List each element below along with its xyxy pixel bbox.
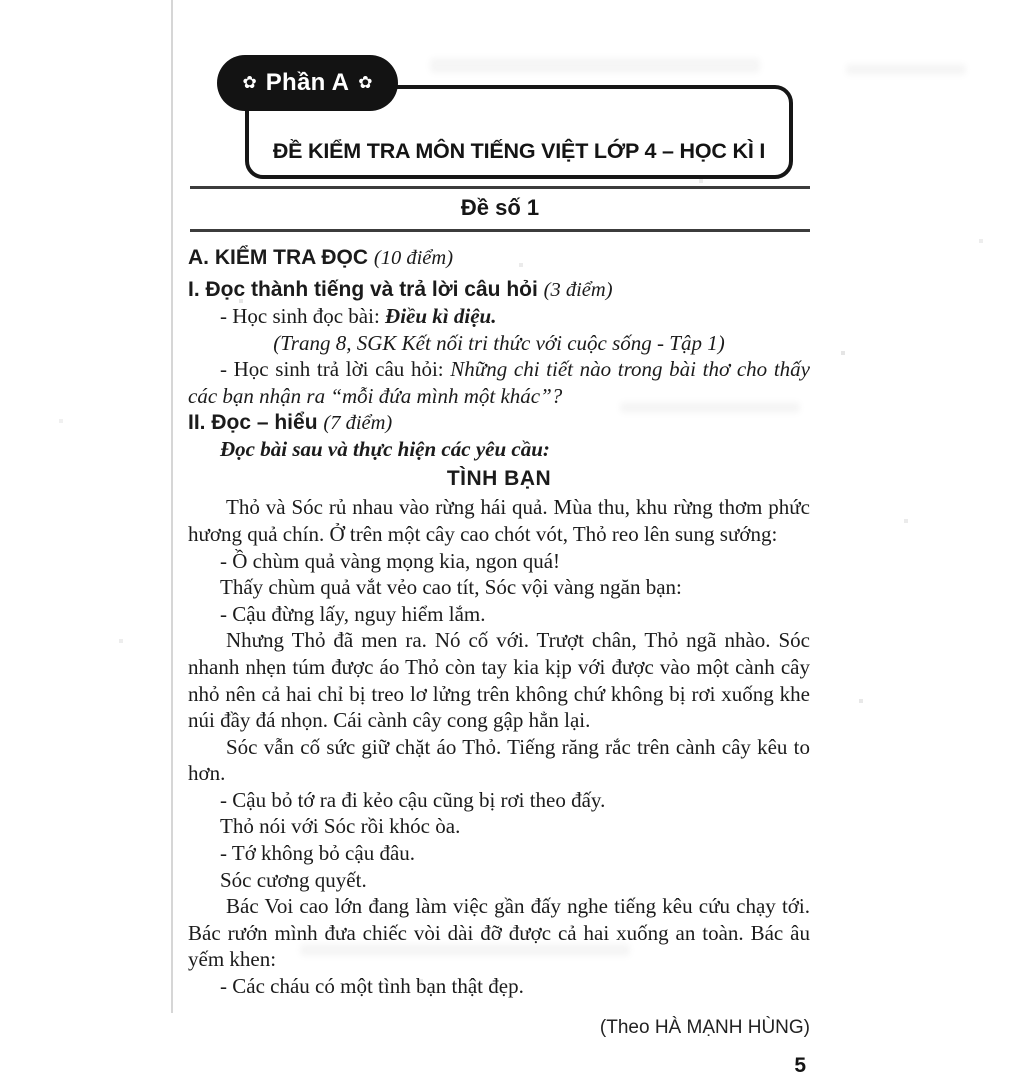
section-a-heading-text: A. KIỂM TRA ĐỌC [188,246,374,269]
section-a-points: (10 điểm) [373,247,454,269]
story-paragraph: Thỏ và Sóc rủ nhau vào rừng hái quả. Mùa thu, khu rừng thơm phức hương quả chín. Ở trên một cây cao chót vót, Thỏ reo lên sung sướng: [188,495,810,546]
story-paragraph: Nhưng Thỏ đã men ra. Nó cố với. Trượt chân, Thỏ ngã nhào. Sóc nhanh nhẹn túm được áo Thỏ còn tay kia kịp với được vào một cành cây nhỏ nên cả hai chỉ bị treo lơ lửng trên không chứ không bị rơi xuống khe núi đầy đá nhọn. Cái cành cây cong gập hẳn lại. [188,628,810,733]
part-1-points: (3 điểm) [543,278,613,301]
story-title: TÌNH BẠN [446,466,552,490]
rule-line-bottom [190,229,810,232]
scan-noise [0,0,2,2]
reading-source: (Trang 8, SGK Kết nối tri thức với cuộc sống - Tập 1) [273,330,725,355]
story-paragraph: Sóc vẫn cố sức giữ chặt áo Thỏ. Tiếng răng rắc trên cành cây kêu to hơn. [188,734,810,786]
page-number: 5 [794,1054,806,1078]
part-1-heading [188,277,810,304]
story-paragraph: - Ồ chùm quả vàng mọng kia, ngon quá! [220,548,561,573]
story-paragraph: Thấy chùm quả vắt vẻo cao tít, Sóc vội vàng ngăn bạn: [220,575,682,600]
story-paragraph: Thỏ nói với Sóc rồi khóc òa. [220,814,461,839]
reading-task-label: - Học sinh đọc bài: [220,304,386,329]
part-2-points: (7 điểm) [323,411,393,434]
story-paragraph: Bác Voi cao lớn đang làm việc gần đấy nghe tiếng kêu cứu chạy tới. Bác rướn mình đưa chiếc vòi dài đỡ được cả hai xuống an toàn. Bác âu yếm khen: [188,894,810,972]
scan-page-edge [171,0,173,1013]
part-2-instruction: Đọc bài sau và thực hiện các yêu cầu: [220,437,550,462]
story-paragraph: - Các cháu có một tình bạn thật đẹp. [220,974,524,999]
part-a-badge [217,55,398,111]
flower-icon: ✿ [358,72,373,93]
story-paragraph: Sóc cương quyết. [220,867,367,892]
story-paragraph: - Cậu đừng lấy, nguy hiểm lắm. [220,601,486,626]
exam-number: Đề số 1 [460,195,540,220]
reading-title: Điều kì diệu. [385,304,497,329]
section-a-heading [188,245,810,272]
part-a-badge-label: Phần A [265,69,350,96]
bleed-through-artifact [430,58,760,73]
rule-line-top [190,186,810,189]
flower-icon: ✿ [242,72,257,93]
bleed-through-artifact [846,64,966,75]
question-text: Những chi tiết nào trong bài thơ cho thấy các bạn nhận ra “mỗi đứa mình một khác”? [188,357,810,408]
question-label: - Học sinh trả lời câu hỏi: [220,357,451,382]
reading-task-line [188,303,810,330]
part-2-heading [188,410,810,437]
part-2-heading-text: II. Đọc – hiểu [188,410,324,434]
exam-body [188,245,810,1080]
story-attribution: (Theo HÀ MẠNH HÙNG) [599,1016,810,1038]
exam-title: ĐỀ KIỂM TRA MÔN TIẾNG VIỆT LỚP 4 – HỌC KÌ I [272,139,766,163]
part-1-heading-text: I. Đọc thành tiếng và trả lời câu hỏi [188,277,544,301]
story-paragraph: - Tớ không bỏ cậu đâu. [220,841,416,866]
story-paragraph: - Cậu bỏ tớ ra đi kẻo cậu cũng bị rơi theo đấy. [220,787,606,812]
question-line [188,356,810,409]
